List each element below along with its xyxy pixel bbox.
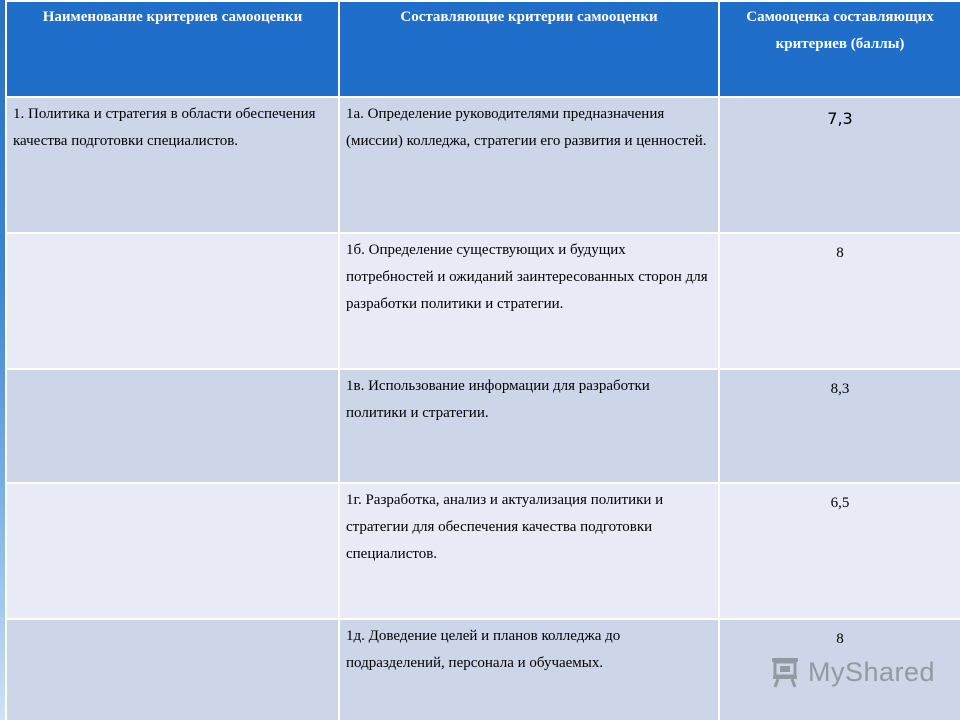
component-cell: 1б. Определение существующих и будущих потребностей и ожиданий заинтересованных сторон для разработки политики и стратегии.: [339, 233, 719, 369]
table-row: [6, 483, 960, 619]
table-row: [6, 97, 960, 233]
header-row: [6, 1, 960, 97]
criterion-cell: [6, 369, 339, 483]
score-cell: 8,3: [719, 369, 960, 483]
score-cell: 8: [719, 619, 960, 721]
myshared-watermark: [768, 656, 935, 688]
criterion-cell: [6, 619, 339, 721]
criterion-cell: 1. Политика и стратегия в области обеспечения качества подготовки специалистов.: [6, 97, 339, 233]
component-cell: 1в. Использование информации для разработки политики и стратегии.: [339, 369, 719, 483]
component-cell: 1д. Доведение целей и планов колледжа до подразделений, персонала и обучаемых.: [339, 619, 719, 721]
score-cell: 8: [719, 233, 960, 369]
presentation-board-icon: [768, 656, 802, 688]
header-self-assessment-score: Самооценка составляющих критериев (баллы): [719, 1, 960, 97]
score-cell: 6,5: [719, 483, 960, 619]
watermark-text: MyShared: [808, 656, 936, 687]
score-cell: 7,3: [719, 97, 960, 233]
criteria-table: [5, 0, 960, 722]
criterion-cell: [6, 233, 339, 369]
criterion-cell: [6, 483, 339, 619]
table-row: [6, 233, 960, 369]
component-cell: 1г. Разработка, анализ и актуализация политики и стратегии для обеспечения качества подготовки специалистов.: [339, 483, 719, 619]
component-cell: 1а. Определение руководителями предназначения (миссии) колледжа, стратегии его развития и ценностей.: [339, 97, 719, 233]
header-criterion-components: Составляющие критерии самооценки: [339, 1, 719, 97]
header-criterion-name: Наименование критериев самооценки: [6, 1, 339, 97]
table-row: [6, 369, 960, 483]
